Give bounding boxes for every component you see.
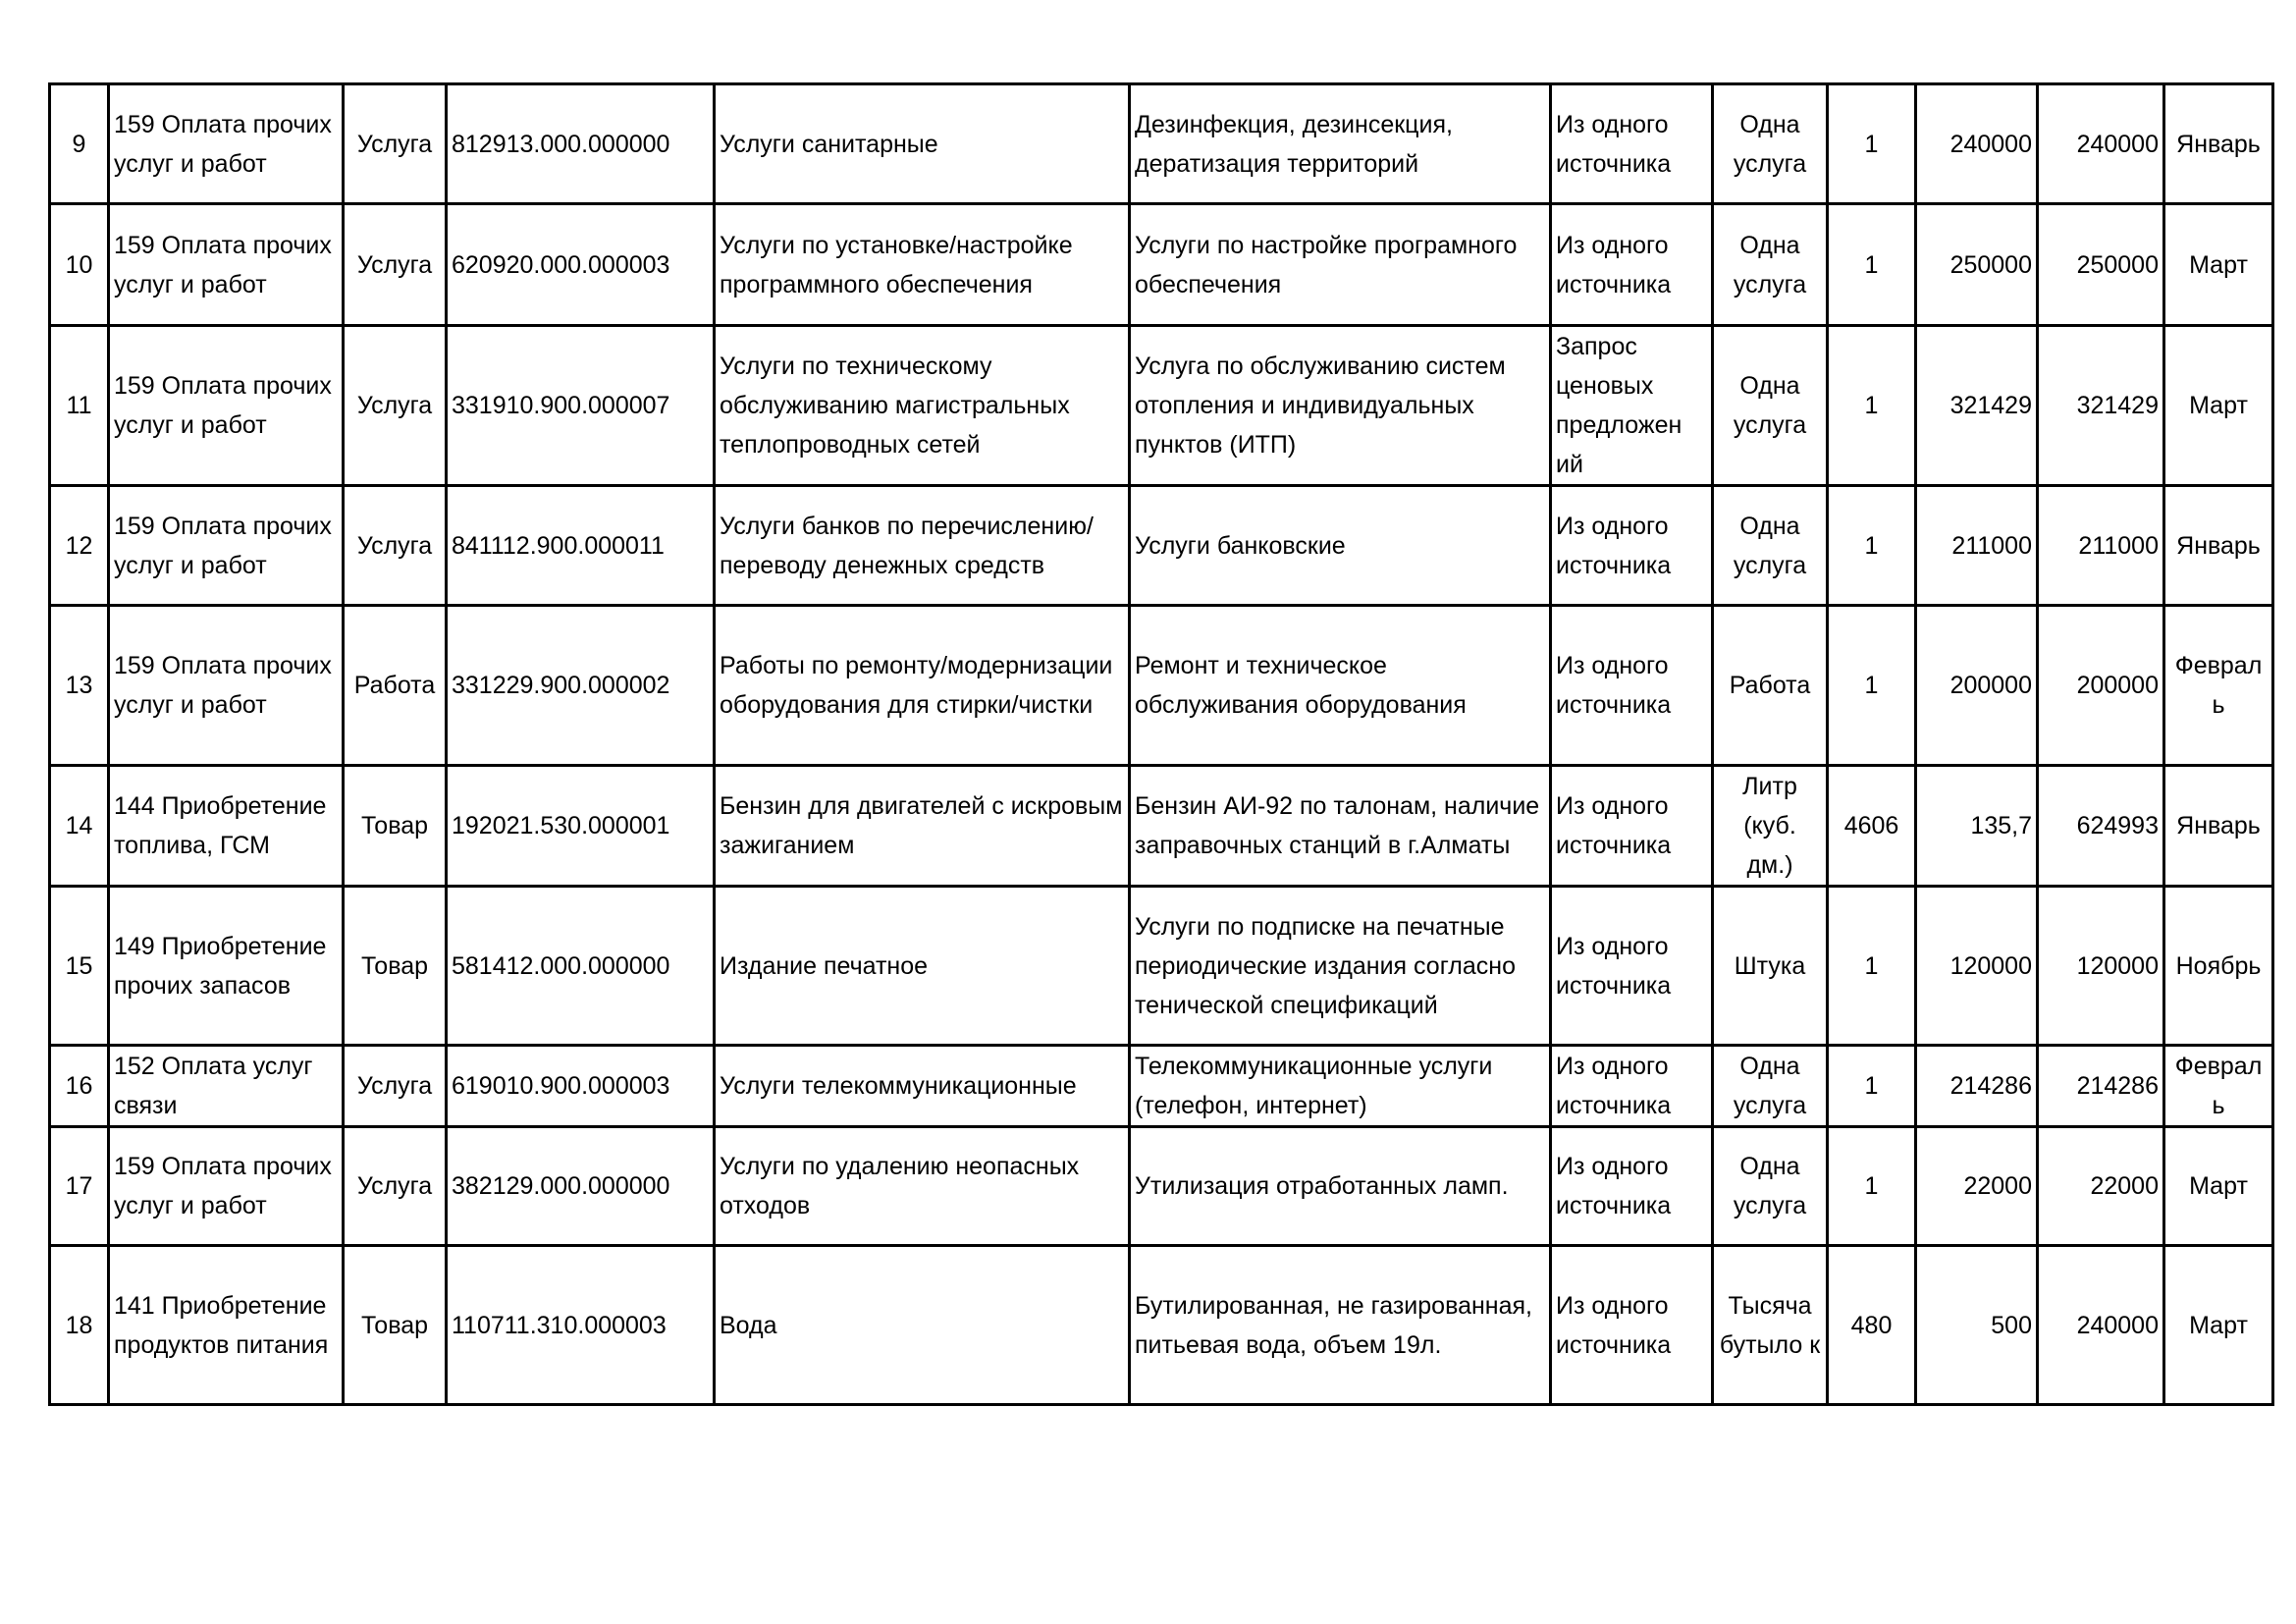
name-cell: Услуги банков по перечислению/переводу денежных средств — [715, 486, 1130, 606]
specifics-cell: 141 Приобретение продуктов питания — [109, 1246, 344, 1405]
description-cell: Услуги по настройке програмного обеспечения — [1130, 204, 1551, 326]
price-cell: 120000 — [1916, 887, 2038, 1046]
description-cell: Услуги по подписке на печатные периодические издания согласно тенической спецификаций — [1130, 887, 1551, 1046]
name-cell: Бензин для двигателей с искровым зажиганием — [715, 766, 1130, 887]
month-cell: Март — [2164, 204, 2273, 326]
type-cell: Услуга — [344, 1046, 447, 1127]
price-cell: 135,7 — [1916, 766, 2038, 887]
table-row — [50, 84, 2273, 204]
price-cell: 200000 — [1916, 606, 2038, 766]
sum-cell: 321429 — [2038, 326, 2164, 486]
unit-cell: Одна услуга — [1713, 486, 1828, 606]
name-cell: Услуги телекоммуникационные — [715, 1046, 1130, 1127]
name-cell: Вода — [715, 1246, 1130, 1405]
type-cell: Товар — [344, 1246, 447, 1405]
quantity-cell: 1 — [1828, 486, 1916, 606]
month-cell: Февраль — [2164, 606, 2273, 766]
code-cell: 581412.000.000000 — [447, 887, 715, 1046]
specifics-cell: 159 Оплата прочих услуг и работ — [109, 486, 344, 606]
row-number: 9 — [50, 84, 109, 204]
price-cell: 22000 — [1916, 1127, 2038, 1246]
description-cell: Телекоммуникационные услуги (телефон, интернет) — [1130, 1046, 1551, 1127]
type-cell: Услуга — [344, 84, 447, 204]
table-row — [50, 887, 2273, 1046]
method-cell: Из одного источника — [1551, 766, 1713, 887]
row-number: 16 — [50, 1046, 109, 1127]
unit-cell: Одна услуга — [1713, 1127, 1828, 1246]
unit-cell: Одна услуга — [1713, 84, 1828, 204]
sum-cell: 250000 — [2038, 204, 2164, 326]
name-cell: Услуги по техническому обслуживанию магистральных теплопроводных сетей — [715, 326, 1130, 486]
row-number: 18 — [50, 1246, 109, 1405]
unit-cell: Литр (куб. дм.) — [1713, 766, 1828, 887]
quantity-cell: 4606 — [1828, 766, 1916, 887]
unit-cell: Штука — [1713, 887, 1828, 1046]
table-row — [50, 1246, 2273, 1405]
unit-cell: Одна услуга — [1713, 204, 1828, 326]
month-cell: Февраль — [2164, 1046, 2273, 1127]
sum-cell: 240000 — [2038, 84, 2164, 204]
name-cell: Работы по ремонту/модернизации оборудования для стирки/чистки — [715, 606, 1130, 766]
month-cell: Март — [2164, 1127, 2273, 1246]
code-cell: 812913.000.000000 — [447, 84, 715, 204]
month-cell: Март — [2164, 1246, 2273, 1405]
sum-cell: 624993 — [2038, 766, 2164, 887]
month-cell: Январь — [2164, 766, 2273, 887]
month-cell: Ноябрь — [2164, 887, 2273, 1046]
row-number: 17 — [50, 1127, 109, 1246]
sum-cell: 214286 — [2038, 1046, 2164, 1127]
sum-cell: 22000 — [2038, 1127, 2164, 1246]
specifics-cell: 159 Оплата прочих услуг и работ — [109, 326, 344, 486]
month-cell: Январь — [2164, 486, 2273, 606]
quantity-cell: 1 — [1828, 606, 1916, 766]
price-cell: 214286 — [1916, 1046, 2038, 1127]
description-cell: Услуги банковские — [1130, 486, 1551, 606]
method-cell: Из одного источника — [1551, 204, 1713, 326]
description-cell: Услуга по обслуживанию систем отопления и индивидуальных пунктов (ИТП) — [1130, 326, 1551, 486]
month-cell: Январь — [2164, 84, 2273, 204]
quantity-cell: 1 — [1828, 1046, 1916, 1127]
quantity-cell: 1 — [1828, 326, 1916, 486]
sum-cell: 211000 — [2038, 486, 2164, 606]
method-cell: Из одного источника — [1551, 1046, 1713, 1127]
specifics-cell: 159 Оплата прочих услуг и работ — [109, 606, 344, 766]
row-number: 11 — [50, 326, 109, 486]
type-cell: Работа — [344, 606, 447, 766]
table-row — [50, 1046, 2273, 1127]
type-cell: Услуга — [344, 486, 447, 606]
description-cell: Утилизация отработанных ламп. — [1130, 1127, 1551, 1246]
table-row — [50, 1127, 2273, 1246]
sum-cell: 120000 — [2038, 887, 2164, 1046]
code-cell: 331229.900.000002 — [447, 606, 715, 766]
type-cell: Услуга — [344, 326, 447, 486]
row-number: 15 — [50, 887, 109, 1046]
quantity-cell: 1 — [1828, 204, 1916, 326]
type-cell: Товар — [344, 766, 447, 887]
type-cell: Услуга — [344, 204, 447, 326]
description-cell: Бензин АИ-92 по талонам, наличие заправочных станций в г.Алматы — [1130, 766, 1551, 887]
month-cell: Март — [2164, 326, 2273, 486]
table-row — [50, 326, 2273, 486]
row-number: 14 — [50, 766, 109, 887]
code-cell: 620920.000.000003 — [447, 204, 715, 326]
unit-cell: Тысяча бутыло к — [1713, 1246, 1828, 1405]
method-cell: Из одного источника — [1551, 84, 1713, 204]
specifics-cell: 159 Оплата прочих услуг и работ — [109, 84, 344, 204]
sum-cell: 200000 — [2038, 606, 2164, 766]
quantity-cell: 1 — [1828, 887, 1916, 1046]
name-cell: Услуги санитарные — [715, 84, 1130, 204]
price-cell: 211000 — [1916, 486, 2038, 606]
code-cell: 841112.900.000011 — [447, 486, 715, 606]
row-number: 10 — [50, 204, 109, 326]
description-cell: Бутилированная, не газированная, питьевая вода, объем 19л. — [1130, 1246, 1551, 1405]
code-cell: 331910.900.000007 — [447, 326, 715, 486]
table-row — [50, 486, 2273, 606]
name-cell: Услуги по удалению неопасных отходов — [715, 1127, 1130, 1246]
quantity-cell: 1 — [1828, 1127, 1916, 1246]
name-cell: Издание печатное — [715, 887, 1130, 1046]
quantity-cell: 480 — [1828, 1246, 1916, 1405]
table-body — [50, 84, 2273, 1405]
code-cell: 619010.900.000003 — [447, 1046, 715, 1127]
procurement-table — [48, 82, 2274, 1406]
table-row — [50, 204, 2273, 326]
price-cell: 240000 — [1916, 84, 2038, 204]
description-cell: Ремонт и техническое обслуживания оборудования — [1130, 606, 1551, 766]
price-cell: 250000 — [1916, 204, 2038, 326]
unit-cell: Одна услуга — [1713, 326, 1828, 486]
price-cell: 321429 — [1916, 326, 2038, 486]
row-number: 13 — [50, 606, 109, 766]
specifics-cell: 159 Оплата прочих услуг и работ — [109, 1127, 344, 1246]
row-number: 12 — [50, 486, 109, 606]
quantity-cell: 1 — [1828, 84, 1916, 204]
specifics-cell: 152 Оплата услуг связи — [109, 1046, 344, 1127]
method-cell: Из одного источника — [1551, 1246, 1713, 1405]
method-cell: Из одного источника — [1551, 606, 1713, 766]
code-cell: 382129.000.000000 — [447, 1127, 715, 1246]
unit-cell: Одна услуга — [1713, 1046, 1828, 1127]
method-cell: Из одного источника — [1551, 486, 1713, 606]
name-cell: Услуги по установке/настройке программного обеспечения — [715, 204, 1130, 326]
method-cell: Запрос ценовых предложен ий — [1551, 326, 1713, 486]
code-cell: 192021.530.000001 — [447, 766, 715, 887]
code-cell: 110711.310.000003 — [447, 1246, 715, 1405]
type-cell: Услуга — [344, 1127, 447, 1246]
price-cell: 500 — [1916, 1246, 2038, 1405]
method-cell: Из одного источника — [1551, 1127, 1713, 1246]
specifics-cell: 144 Приобретение топлива, ГСМ — [109, 766, 344, 887]
method-cell: Из одного источника — [1551, 887, 1713, 1046]
unit-cell: Работа — [1713, 606, 1828, 766]
table-row — [50, 606, 2273, 766]
description-cell: Дезинфекция, дезинсекция, дератизация территорий — [1130, 84, 1551, 204]
sum-cell: 240000 — [2038, 1246, 2164, 1405]
specifics-cell: 149 Приобретение прочих запасов — [109, 887, 344, 1046]
table-row — [50, 766, 2273, 887]
specifics-cell: 159 Оплата прочих услуг и работ — [109, 204, 344, 326]
type-cell: Товар — [344, 887, 447, 1046]
